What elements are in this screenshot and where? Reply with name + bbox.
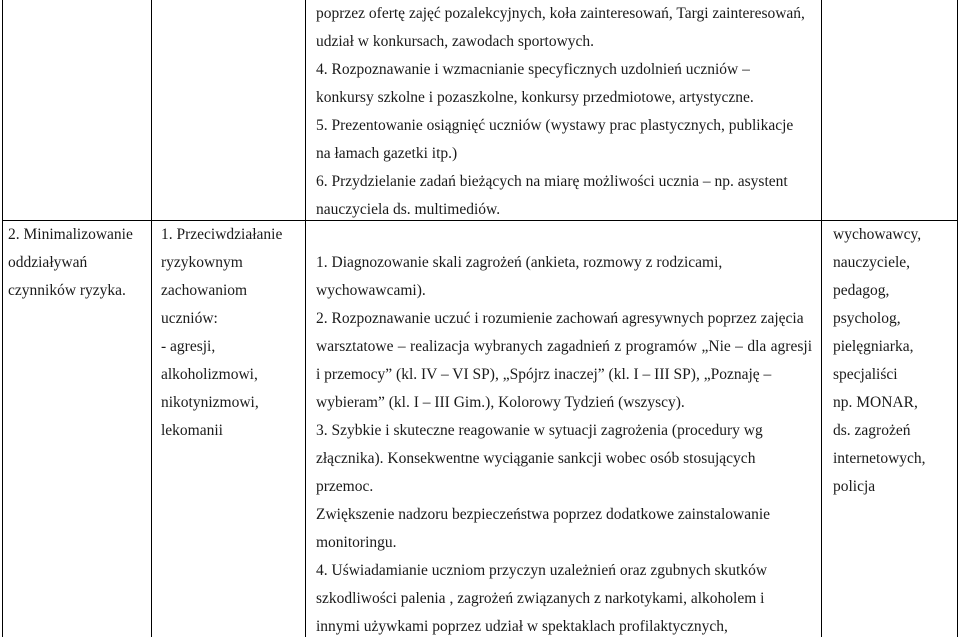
top-block [316, 0, 812, 224]
method-line: przemoc. [316, 478, 374, 495]
method-line: 1. Diagnozowanie skali zagrożeń (ankieta, rozmowy z rodzicami, [316, 254, 723, 271]
responsible-line: psycholog, [833, 310, 901, 327]
method-line: 2. Rozpoznawanie uczuć i rozumienie zachowań agresywnych poprzez zajęcia [316, 310, 804, 327]
text-line: poprzez ofertę zajęć pozalekcyjnych, koła zainteresowań, Targi zainteresowań, [316, 5, 805, 22]
task-line: alkoholizmowi, [161, 366, 258, 383]
task-line: nikotynizmowi, [161, 394, 259, 411]
method-line: szkodliwości palenia , zagrożeń związanych z narkotykami, alkoholem i [316, 590, 765, 607]
table-border-right [957, 0, 958, 637]
responsible-line: wychowawcy, [833, 226, 922, 243]
text-line: 5. Prezentowanie osiągnięć uczniów (wystawy prac plastycznych, publikacje [316, 117, 794, 134]
method-line: Zwiększenie nadzoru bezpieczeństwa poprzez dodatkowe zainstalowanie [316, 506, 771, 523]
method-line: warsztatowe – realizacja wybranych zagadnień z programów „Nie – dla agresji [316, 338, 812, 355]
task-line: 1. Przeciwdziałanie [161, 226, 283, 243]
task-line: lekomanii [161, 422, 223, 439]
text-line: udział w konkursach, zawodach sportowych. [316, 33, 595, 50]
responsible-line: pielęgniarka, [833, 338, 914, 355]
method-line: wybieram” (kl. I – III Gim.), Kolorowy Tydzień (wszyscy). [316, 394, 685, 411]
responsible-line: policja [833, 478, 876, 495]
task-line: ryzykownym [161, 254, 243, 271]
responsible-line: nauczyciele, [833, 254, 911, 271]
text-line: 6. Przydzielanie zadań bieżących na miarę możliwości ucznia – np. asystent [316, 173, 788, 190]
responsible-line: specjaliści [833, 366, 898, 383]
responsible-line: internetowych, [833, 450, 926, 467]
responsible-line: np. MONAR, [833, 394, 918, 411]
responsible-line: ds. zagrożeń [833, 422, 911, 439]
task-line: zachowaniom [161, 282, 248, 299]
method-line: 4. Uświadamianie uczniom przyczyn uzależnień oraz zgubnych skutków [316, 562, 768, 579]
text-line: na łamach gazetki itp.) [316, 145, 458, 162]
method-line: i przemocy” (kl. IV – VI SP), „Spójrz inaczej” (kl. I – III SP), „Poznaję – [316, 366, 772, 383]
method-line: innymi używkami poprzez udział w spektaklach profilaktycznych, [316, 618, 728, 635]
table-border-col1 [151, 0, 152, 637]
goal-line: 2. Minimalizowanie [8, 226, 133, 243]
method-line: złącznika). Konsekwentne wyciąganie sankcji wobec osób stosujących [316, 450, 756, 467]
table-border-left [2, 0, 3, 637]
method-line: 3. Szybkie i skuteczne reagowanie w sytuacji zagrożenia (procedury wg [316, 422, 763, 439]
task-line: uczniów: [161, 310, 218, 327]
method-line: wychowawcami). [316, 282, 426, 299]
responsible-line: pedagog, [833, 282, 890, 299]
goal-line: oddziaływań [8, 254, 88, 271]
text-line: konkursy szkolne i pozaszkolne, konkursy przedmiotowe, artystyczne. [316, 89, 754, 106]
method-line: monitoringu. [316, 534, 397, 551]
methods-cell [316, 249, 812, 641]
text-line: 4. Rozpoznawanie i wzmacnianie specyficznych uzdolnień uczniów – [316, 61, 750, 78]
goal-cell [8, 221, 148, 305]
task-cell [161, 221, 301, 445]
table-border-col3 [821, 0, 822, 637]
goal-line: czynników ryzyka. [8, 282, 126, 299]
table-border-col2 [305, 0, 306, 637]
task-line: - agresji, [161, 338, 216, 355]
responsible-cell [833, 221, 955, 501]
text-line: nauczyciela ds. multimediów. [316, 201, 501, 218]
